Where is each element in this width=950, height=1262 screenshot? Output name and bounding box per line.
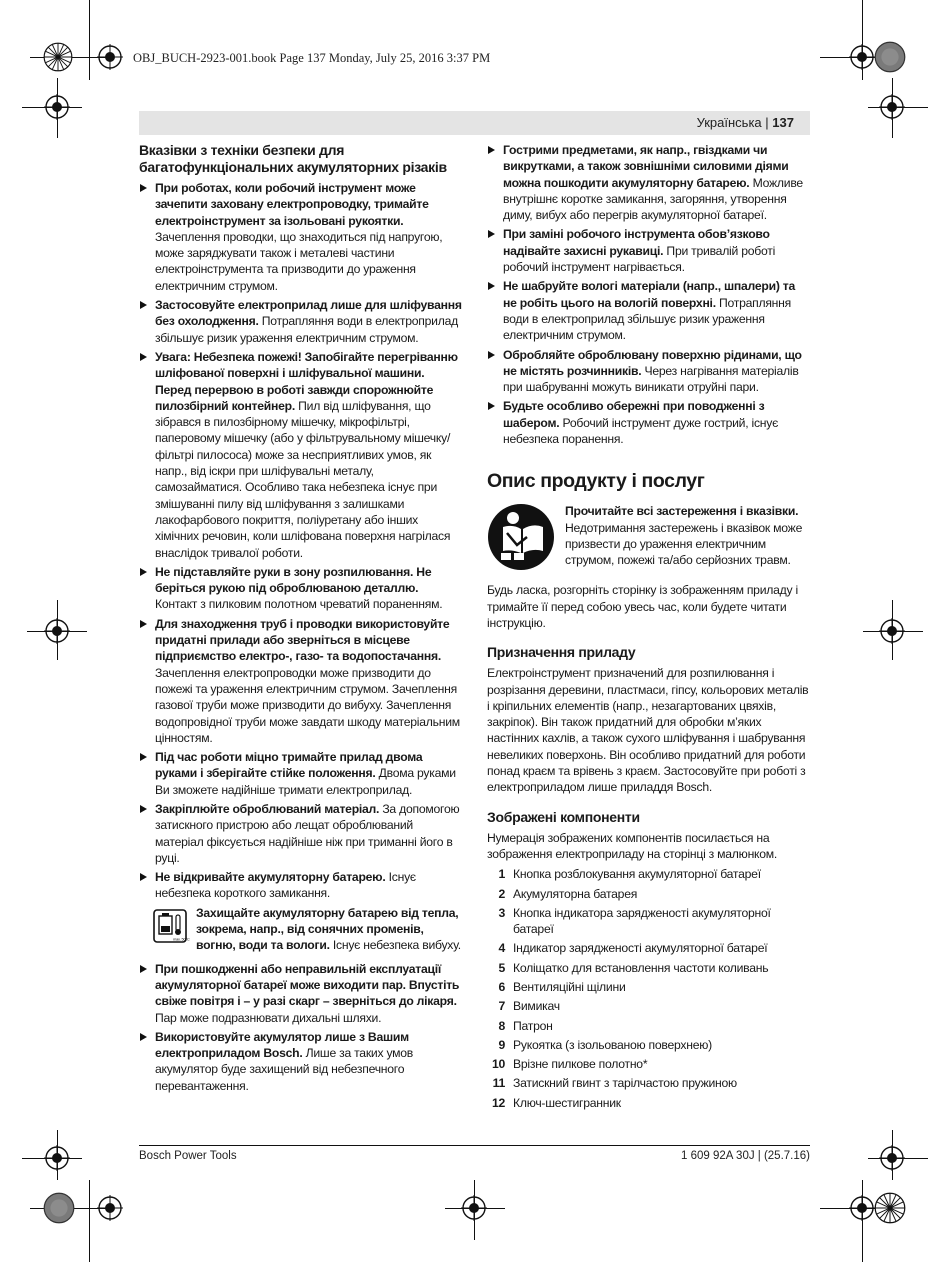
component-label: Кнопка індикатора зарядженості акумуляторної батареї	[513, 905, 771, 937]
registration-target-icon	[44, 618, 70, 644]
safety-item	[139, 801, 463, 866]
safety-item-text: Потрапляння води в електроприлад збільшує ризик ураження електричним струмом.	[155, 314, 458, 345]
bullet-triangle-icon	[140, 184, 147, 192]
running-header	[139, 111, 810, 135]
bullet-triangle-icon	[488, 282, 495, 290]
purpose-paragraph: Електроінструмент призначений для розпилювання і розрізання деревини, пластмаси, гіпсу, кольорових металів і кріпильних елементів (напр., незагартованих цвяхів, закріпок). Він також придатний для обробки м’яких настінних кахлів, а також сухого шліфування і шабрування невеликих поверхонь. Він особливо придатний для роботи понад краєм та врівень з краєм. Застосовуйте при роботі з електроприладом лише приладдя Bosch.	[487, 666, 809, 795]
safety-item-bold: Не підставляйте руки в зону розпилювання. Не беріться рукою під оброблюваною деталлю.	[155, 564, 432, 596]
read-instructions-warning	[487, 503, 810, 573]
safety-item-text: Через нагрівання матеріалів при шабруванні можуть виникати отруйні пари.	[503, 363, 799, 395]
registration-target-icon	[461, 1195, 487, 1221]
safety-item-text: Контакт з пилковим полотном чреватий пораненням.	[155, 597, 443, 612]
component-number: 3	[498, 905, 505, 920]
safety-item	[139, 616, 463, 746]
safety-item-bold: Обробляйте оброблювану поверхню рідинами, що не містять розчинників.	[503, 347, 802, 378]
component-item	[487, 1095, 810, 1111]
component-number: 2	[498, 886, 505, 901]
component-label: Вимикач	[513, 999, 560, 1014]
warning-text: Прочитайте всі застереження і вказівки. Недотримання застережень і вказівок може призвести до ураження електричним струмом, пожежі та/або серйозних травм.	[565, 504, 803, 568]
safety-item-bold: Під час роботи міцно тримайте прилад двома руками і зберігайте стійке положення.	[155, 750, 423, 781]
battery-temperature-icon	[153, 909, 190, 943]
header-language: Українська	[696, 115, 762, 130]
bullet-triangle-icon	[140, 568, 147, 576]
safety-item-text: Можливе внутрішнє коротке замикання, загоряння, утворення диму, вибух або перегрів акумуляторної батареї.	[503, 175, 803, 223]
safety-item-text: Лише за таких умов акумулятор буде захищений від небезпечного перевантаження.	[155, 1046, 414, 1093]
component-number: 4	[498, 941, 505, 956]
registration-target-icon	[849, 44, 875, 70]
component-label: Вентиляційні щілини	[513, 979, 626, 994]
bullet-triangle-icon	[140, 965, 147, 973]
bullet-triangle-icon	[488, 402, 495, 410]
battery-icon-label: max. 50°C	[173, 936, 190, 942]
safety-item-bold: Гострими предметами, як напр., гвіздками чи викрутками, а також зовнішніми силовими діями можна пошкодити акумуляторну батарею.	[503, 143, 789, 190]
battery-heat-warning	[139, 905, 463, 954]
registration-target-icon	[43, 42, 73, 72]
components-list	[487, 866, 810, 1111]
registration-target-icon	[97, 1195, 123, 1221]
registration-target-icon	[879, 94, 905, 120]
components-intro: Нумерація зображених компонентів посилається на зображення електроприладу на сторінці з малюнком.	[487, 830, 778, 861]
component-number: 12	[491, 1095, 505, 1110]
safety-item-bold: Будьте особливо обережні при поводженні з шабером.	[503, 399, 765, 430]
safety-item-bold: Закріплюйте оброблюваний матеріал.	[155, 801, 380, 816]
component-item	[487, 960, 810, 976]
header-separator: |	[765, 115, 769, 130]
component-item	[487, 1075, 810, 1091]
bullet-triangle-icon	[488, 230, 495, 238]
component-number: 5	[498, 960, 505, 975]
bullet-triangle-icon	[140, 620, 147, 628]
bullet-triangle-icon	[140, 873, 147, 881]
safety-item	[487, 347, 810, 396]
safety-item-text: Існує небезпека короткого замикання.	[155, 870, 416, 901]
component-label: Ключ-шестигранник	[513, 1095, 621, 1110]
safety-item	[487, 226, 810, 275]
component-label: Акумуляторна батарея	[513, 886, 638, 901]
component-item	[487, 905, 810, 938]
registration-target-icon	[44, 94, 70, 120]
safety-item	[139, 297, 463, 346]
footer-brand: Bosch Power Tools	[139, 1150, 237, 1162]
footer-rule	[139, 1145, 810, 1146]
component-label: Коліщатко для встановлення частоти коливань	[513, 960, 769, 975]
safety-item-text: Пар може подразнювати дихальні шляхи.	[155, 1010, 382, 1025]
safety-item	[139, 1029, 463, 1094]
component-item	[487, 1056, 810, 1072]
safety-item	[139, 749, 463, 798]
gray-target-icon	[43, 1192, 75, 1224]
purpose-title: Призначення приладу	[487, 644, 636, 661]
bullet-triangle-icon	[488, 351, 495, 359]
safety-section-title: Вказівки з техніки безпеки для багатофункціональних акумуляторних різаків	[139, 142, 447, 175]
safety-item-text: За допомогою затискного пристрою або лещат оброблюваний матеріал фіксується надійніше ніж при триманні його в руці.	[155, 801, 460, 865]
safety-item-text: Зачеплення проводки, що знаходиться під напругою, може заряджувати також і металеві частини електроінструмента та призводити до ураження електричним струмом.	[155, 229, 443, 293]
component-label: Кнопка розблокування акумуляторної батареї	[513, 867, 761, 882]
safety-item-text: Двома руками Ви зможете надійніше тримати електроприлад.	[155, 766, 456, 797]
safety-item-bold: Увага: Небезпека пожежі! Запобігайте перегріванню шліфованої поверхні і шліфувальної машини. Перед перервою в роботі завжди спорожнюйте пилозбірний контейнер.	[155, 349, 458, 413]
safety-item-bold: Для знаходження труб і проводки використовуйте придатні прилади або зверніться в місцеве підприємство електро-, газо- та водопостачання.	[155, 616, 450, 664]
component-label: Індикатор зарядженості акумуляторної батареї	[513, 941, 768, 956]
safety-item	[139, 961, 463, 1026]
component-number: 8	[498, 1018, 505, 1033]
component-label: Рукоятка (з ізольованою поверхнею)	[513, 1037, 712, 1052]
safety-item-bold: При пошкодженні або неправильній експлуатації акумуляторної батареї може виходити пар. Впустіть свіже повітря і – у разі скарг – зверніться до лікаря.	[155, 961, 460, 1009]
component-item	[487, 866, 810, 882]
safety-item-bold: При заміні робочого інструмента обов’язково надівайте захисні рукавиці.	[503, 227, 770, 258]
component-item	[487, 979, 810, 995]
registration-target-icon	[874, 1192, 906, 1224]
registration-target-icon	[97, 44, 123, 70]
page-number: 137	[772, 115, 794, 130]
right-column	[487, 142, 810, 1114]
registration-target-icon	[44, 1145, 70, 1171]
safety-item	[487, 278, 810, 343]
bullet-triangle-icon	[140, 1033, 147, 1041]
intro-paragraph: Будь ласка, розгорніть сторінку із зображенням приладу і тримайте її перед собою увесь час, коли будете читати інструкцію.	[487, 583, 798, 630]
left-column	[139, 142, 463, 1097]
component-item	[487, 998, 810, 1014]
safety-item-text: Пил від шліфування, що зібрався в пилозбірному мішечку, мікрофільтрі, паперовому мішечку (або у фільтрувальному мішечку/фільтрі пилососа) може за несприятливих умов, як напр., від іскри при шліфувальні металу, самозайматися. Особливо така небезпека існує при змішуванні пилу від шліфування з залишками лакофарбового покриття, поліуретану або інших хімічних речовин, коли шліфована поверхня нагрілася внаслідок тривалої роботи.	[155, 398, 451, 560]
safety-item-text: Робочий інструмент дуже гострий, існує небезпека поранення.	[503, 415, 779, 447]
safety-item	[139, 180, 463, 294]
read-manual-icon	[487, 503, 555, 571]
component-item	[487, 886, 810, 902]
product-section-title: Опис продукту і послуг	[487, 470, 705, 493]
safety-item	[139, 349, 463, 561]
component-number: 9	[498, 1037, 505, 1052]
bullet-triangle-icon	[140, 353, 147, 361]
component-number: 7	[498, 999, 505, 1014]
component-label: Затискний гвинт з тарілчастою пружиною	[513, 1076, 737, 1091]
safety-item-bold: Використовуйте акумулятор лише з Вашим електроприладом Bosch.	[155, 1029, 409, 1061]
safety-item-bold: При роботах, коли робочий інструмент може зачепити заховану електропроводку, тримайте електроінструмент за ізольовані рукоятки.	[155, 181, 429, 228]
safety-item	[139, 564, 463, 613]
safety-item-bold: Не відкривайте акумуляторну батарею.	[155, 870, 386, 885]
gray-target-icon	[874, 41, 906, 73]
component-item	[487, 1037, 810, 1053]
component-item	[487, 1018, 810, 1034]
book-slug-line: OBJ_BUCH-2923-001.book Page 137 Monday, July 25, 2016 3:37 PM	[133, 51, 491, 65]
safety-item-bold: Не шабруйте вологі матеріали (напр., шпалери) та не робіть цього на вологій поверхні.	[503, 279, 796, 310]
safety-item-text: Потрапляння води в електроприлад збільшує ризик ураження електричним струмом.	[503, 295, 791, 343]
component-label: Врізне пилкове полотно*	[513, 1057, 648, 1072]
registration-target-icon	[849, 1195, 875, 1221]
safety-item-text: Зачеплення електропроводки може призводити до пожежі та ураження електричним струмом. Зачеплення газової труби може призводити до вибуху. Зачеплення водопровідної труби може завдати шкоду матеріальним цінностям.	[155, 665, 460, 745]
bullet-triangle-icon	[140, 805, 147, 813]
safety-item-bold: Застосовуйте електроприлад лише для шліфування без охолодження.	[155, 298, 462, 329]
bullet-triangle-icon	[140, 753, 147, 761]
registration-target-icon	[879, 618, 905, 644]
component-label: Патрон	[513, 1018, 553, 1033]
component-number: 1	[498, 867, 505, 882]
registration-target-icon	[879, 1145, 905, 1171]
footer-doc-number: 1 609 92A 30J | (25.7.16)	[681, 1150, 810, 1162]
component-item	[487, 940, 810, 956]
component-number: 11	[492, 1076, 505, 1091]
components-title: Зображені компоненти	[487, 808, 640, 825]
bullet-triangle-icon	[488, 146, 495, 154]
component-number: 6	[498, 979, 505, 994]
safety-item	[487, 398, 810, 447]
safety-item-text: При тривалій роботі робочий інструмент нагрівається.	[503, 243, 776, 275]
battery-heat-warning-text: Захищайте акумуляторну батарею від тепла, зокрема, напр., від сонячних променів, вогню, води та вологи. Існує небезпека вибуху.	[196, 905, 461, 953]
component-number: 10	[491, 1057, 505, 1072]
safety-item	[487, 142, 810, 223]
bullet-triangle-icon	[140, 301, 147, 309]
safety-item	[139, 869, 463, 902]
